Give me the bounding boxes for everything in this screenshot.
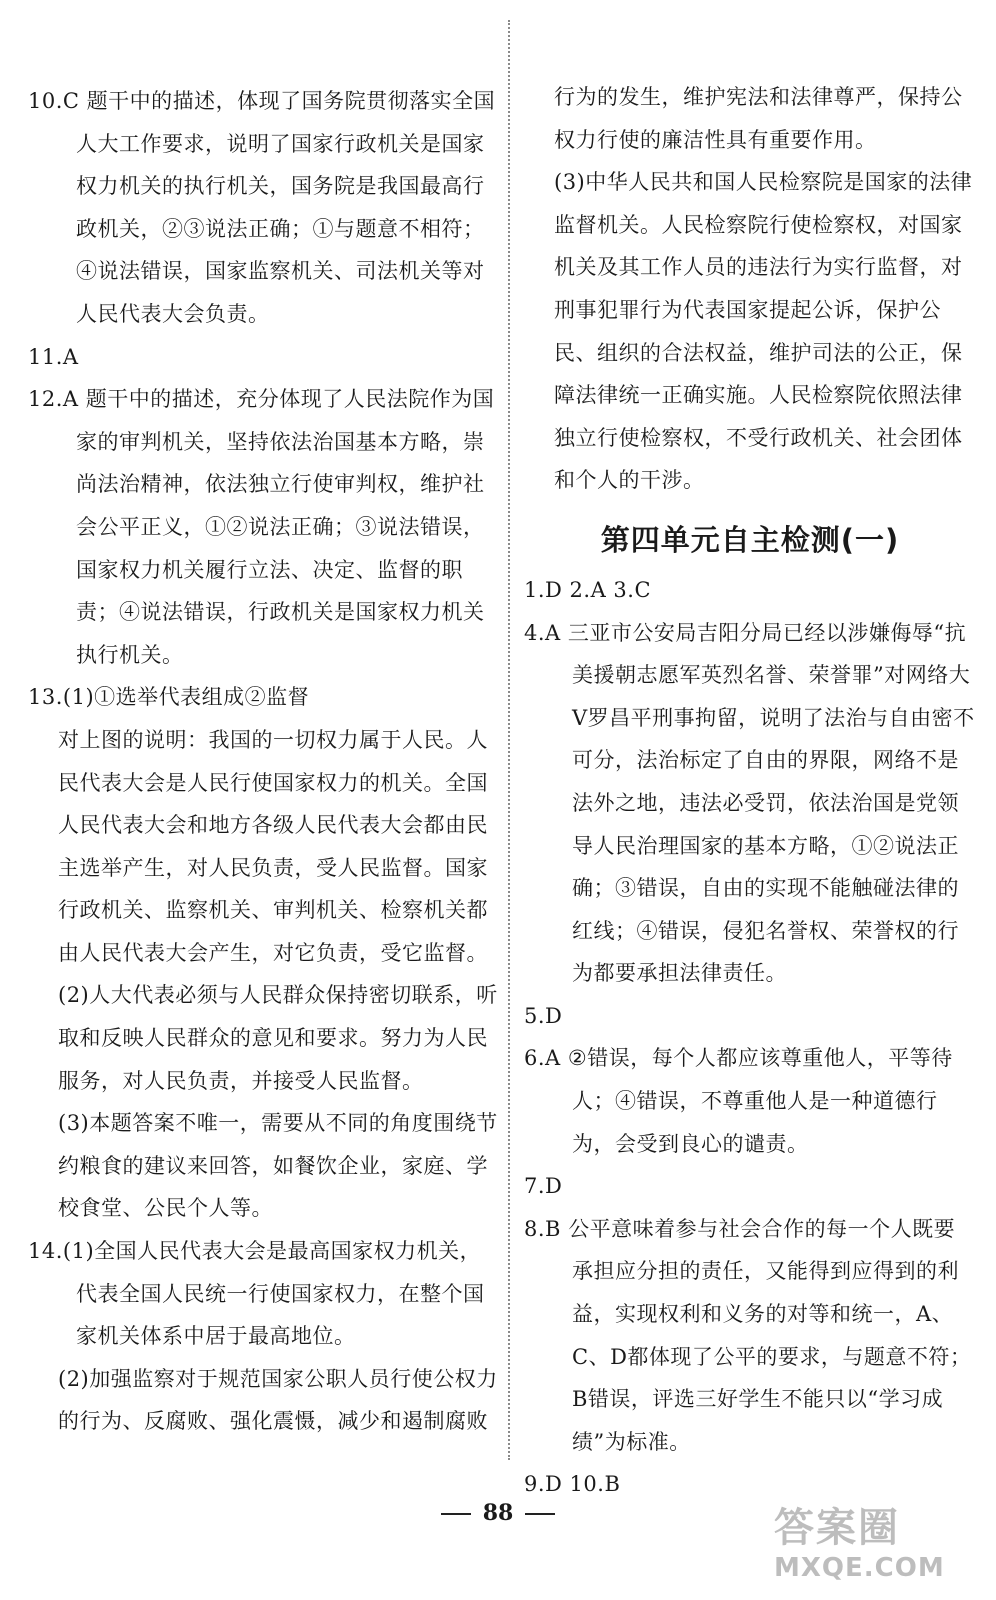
answer-text: (1)全国人民代表大会是最高国家权力机关，代表全国人民统一行使国家权力，在整个国家机关体系中居于最高地位。: [62, 1239, 485, 1349]
page-number: 88: [482, 1500, 514, 1526]
answer-paragraph: (3)本题答案不唯一，需要从不同的角度围绕节约粮食的建议来回答，如餐饮企业，家庭、学校食堂、公民个人等。: [58, 1111, 498, 1221]
answer-number: 8.B: [524, 1216, 561, 1241]
right-column: [524, 76, 976, 1506]
answer-number: 5.D: [524, 1003, 563, 1028]
answer-item: [524, 1165, 976, 1208]
left-column: [28, 80, 500, 1443]
answer-text: (1)①选举代表组成②监督: [62, 685, 310, 710]
answer-item: [28, 80, 500, 336]
answer-item: [524, 612, 976, 995]
answer-number: 1.D: [524, 577, 563, 602]
answer-text: 2.A 3.C: [562, 577, 652, 602]
answer-text: 10.B: [562, 1472, 621, 1497]
answer-item: [524, 569, 976, 612]
footer-dash-left: [441, 1513, 471, 1515]
answer-number: 13.: [28, 685, 63, 710]
footer-dash-right: [525, 1513, 555, 1515]
answer-text: ②错误，每个人都应该尊重他人，平等待人；④错误，不尊重他人是一种道德行为，会受到良心的谴责。: [560, 1046, 953, 1156]
column-divider: [508, 20, 510, 1460]
answer-number: 12.A: [28, 387, 79, 412]
answer-paragraph: 对上图的说明：我国的一切权力属于人民。人民代表大会是人民行使国家权力的机关。全国人民代表大会和地方各级人民代表大会都由民主选举产生，对人民负责，受人民监督。国家行政机关、监察机关、审判机关、检察机关都由人民代表大会产生，对它负责，受它监督。: [58, 727, 488, 965]
answer-paragraph: (2)人大代表必须与人民群众保持密切联系，听取和反映人民群众的意见和要求。努力为人民服务，对人民负责，并接受人民监督。: [58, 983, 498, 1093]
answer-item: [28, 676, 500, 719]
watermark-logo: [774, 1496, 974, 1582]
answer-text: 题干中的描述，充分体现了人民法院作为国家的审判机关，坚持依法治国基本方略，崇尚法治精神，依法独立行使审判权，维护社会公平正义，①②说法正确；③说法错误，国家权力机关履行立法、决定、监督的职责；④说法错误，行政机关是国家权力机关执行机关。: [76, 387, 495, 667]
answer-number: 14.: [28, 1239, 63, 1264]
answer-item: [28, 378, 500, 676]
answer-number: 9.D: [524, 1472, 563, 1497]
answer-number: 6.A: [524, 1046, 561, 1071]
answer-text: 三亚市公安局吉阳分局已经以涉嫌侮辱“抗美援朝志愿军英烈名誉、荣誉罪”对网络大V罗昌平刑事拘留，说明了法治与自由密不可分，法治标定了自由的界限，网络不是法外之地，违法必受罚，依法治国是党领导人民治理国家的基本方略，①②说法正确；③错误，自由的实现不能触碰法律的红线；④错误，侵犯名誉权、荣誉权的行为都要承担法律责任。: [560, 620, 975, 986]
answer-paragraph: (2)加强监察对于规范国家公职人员行使公权力的行为、反腐败、强化震慑，减少和遏制腐败: [58, 1366, 498, 1434]
answer-text: 题干中的描述，体现了国务院贯彻落实全国人大工作要求，说明了国家行政机关是国家权力机关的执行机关，国务院是我国最高行政机关，②③说法正确；①与题意不相符；④说法错误，国家监察机关、司法机关等对人民代表大会负责。: [76, 89, 496, 326]
watermark-top: 答案圈: [774, 1505, 900, 1551]
answer-text: 公平意味着参与社会合作的每一个人既要承担应分担的责任，又能得到应得到的利益，实现权利和义务的对等和统一，A、C、D都体现了公平的要求，与题意不符；B错误，评选三好学生不能只以“学习成绩”为标准。: [560, 1216, 972, 1454]
watermark-bottom: MXQE.COM: [774, 1553, 945, 1583]
answer-item: [524, 1208, 976, 1464]
answer-number: 4.A: [524, 620, 561, 645]
answer-item: [28, 1230, 500, 1358]
answer-item: [28, 336, 500, 379]
answer-paragraph: (3)中华人民共和国人民检察院是国家的法律监督机关。人民检察院行使检察权，对国家机关及其工作人员的违法行为实行监督，对刑事犯罪行为代表国家提起公诉，保护公民、组织的合法权益，维护司法的公正，保障法律统一正确实施。人民检察院依照法律独立行使检察权，不受行政机关、社会团体和个人的干涉。: [554, 170, 973, 493]
answer-item: [524, 995, 976, 1038]
answer-item: [524, 1037, 976, 1165]
answer-number: 11.A: [28, 344, 79, 369]
section-title: 第四单元自主检测(一): [600, 522, 900, 557]
answer-paragraph: 行为的发生，维护宪法和法律尊严，保持公权力行使的廉洁性具有重要作用。: [554, 85, 963, 152]
answer-number: 10.C: [28, 89, 80, 113]
answer-number: 7.D: [524, 1174, 563, 1199]
